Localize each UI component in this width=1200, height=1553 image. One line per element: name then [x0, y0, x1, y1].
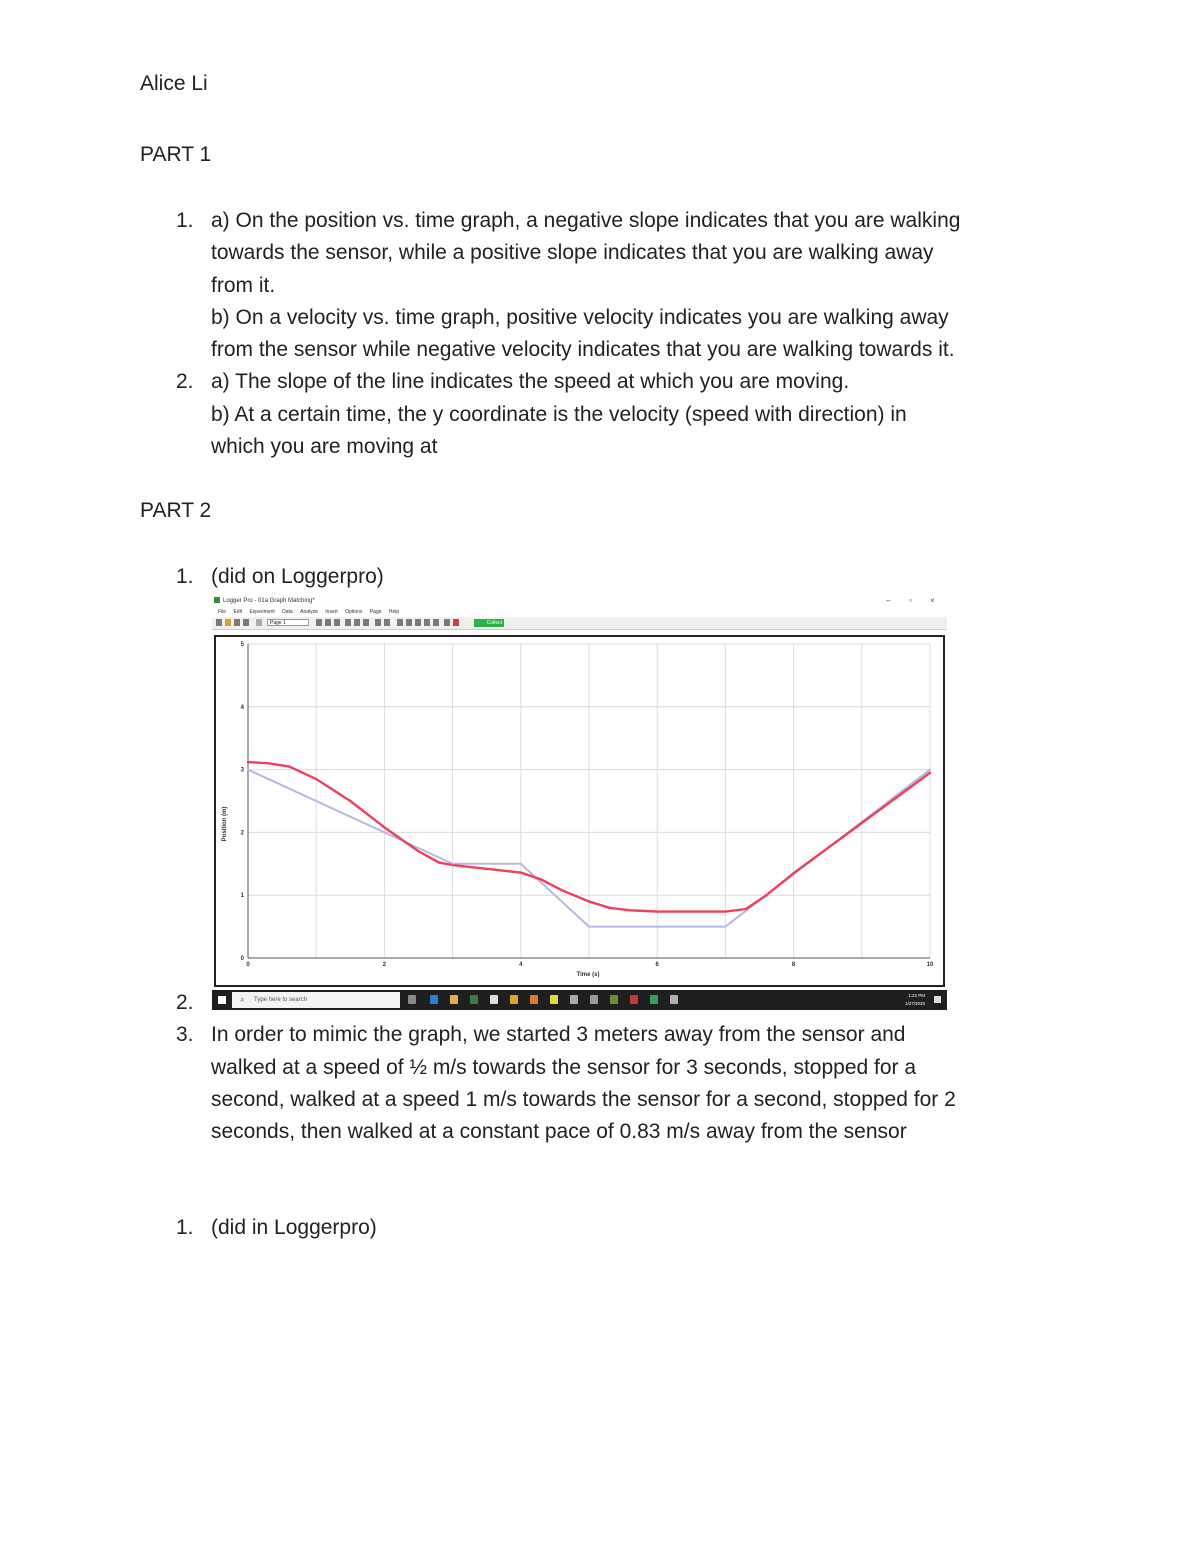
- measured-point: [349, 800, 351, 802]
- menu-options[interactable]: Options: [345, 609, 363, 615]
- measured-point: [656, 910, 658, 912]
- part2-heading: PART 2: [140, 499, 212, 522]
- graph-icon[interactable]: [325, 619, 331, 626]
- part3-list: [0, 1212, 1200, 1244]
- x-tick-label: 8: [791, 962, 796, 968]
- measured-point: [608, 907, 610, 909]
- menu-insert[interactable]: Insert: [325, 609, 338, 615]
- menu-help[interactable]: Help: [388, 609, 400, 615]
- zoom-in-icon[interactable]: [354, 619, 360, 626]
- x-tick-label: 10: [926, 962, 934, 968]
- maximize-icon[interactable]: ▫: [909, 596, 912, 605]
- menu-edit[interactable]: Edit: [233, 609, 243, 615]
- measured-point: [486, 868, 488, 870]
- target-point: [452, 863, 454, 865]
- x-tick-label: 0: [246, 962, 250, 968]
- list-number: 1.: [176, 209, 194, 232]
- list-item: [0, 561, 1071, 593]
- target-point: [724, 926, 726, 928]
- answer-line: a) On the position vs. time graph, a negative slope indicates that you are walking: [211, 209, 961, 232]
- list-number: 3.: [176, 1023, 194, 1047]
- list-number: 2.: [176, 370, 194, 394]
- part1-list: [0, 205, 1200, 463]
- target-point: [520, 863, 522, 865]
- model-icon[interactable]: [433, 619, 439, 626]
- minimize-icon[interactable]: –: [886, 596, 891, 605]
- measured-point: [267, 762, 269, 764]
- measured-point: [540, 878, 542, 880]
- toolbar: [212, 617, 947, 630]
- close-icon[interactable]: ×: [930, 596, 935, 605]
- measured-point: [315, 778, 317, 780]
- measured-point: [288, 765, 290, 767]
- menu-analyze[interactable]: Analyze: [300, 609, 318, 615]
- save-icon[interactable]: [234, 619, 240, 626]
- list-item: [0, 366, 1071, 463]
- open-folder-icon[interactable]: [225, 619, 231, 626]
- x-tick-label: 2: [382, 962, 387, 968]
- measured-point: [520, 871, 522, 873]
- list-number: 1.: [176, 1216, 194, 1239]
- answer-line: towards the sensor, while a positive slope indicates that you are walking away: [211, 241, 934, 265]
- measured-point: [690, 910, 692, 912]
- answer-line: seconds, then walked at a constant pace of 0.83 m/s away from the sensor: [211, 1120, 907, 1144]
- target-point: [588, 926, 590, 928]
- clock-date: 1/27/2020: [904, 1001, 925, 1006]
- answer-line: b) At a certain time, the y coordinate is the velocity (speed with direction) in: [211, 402, 907, 426]
- page-back-icon[interactable]: [256, 619, 262, 626]
- list-item: [0, 1212, 1071, 1244]
- measured-point: [861, 822, 863, 824]
- measured-point: [895, 797, 897, 799]
- measured-point: [827, 847, 829, 849]
- autoscale-icon[interactable]: [345, 619, 351, 626]
- x-tick-label: 4: [519, 962, 523, 968]
- new-file-icon[interactable]: [216, 619, 222, 626]
- measured-point: [247, 761, 249, 763]
- list-number: 2.: [176, 991, 194, 1014]
- menu-data[interactable]: Data: [282, 609, 293, 615]
- answer-line: second, walked at a speed 1 m/s towards the sensor for a second, stopped for 2: [211, 1087, 956, 1111]
- answer-line: In order to mimic the graph, we started 3 meters away from the sensor and: [211, 1023, 906, 1047]
- collect-button[interactable]: Collect: [474, 619, 504, 627]
- answer-line: walked at a speed of ½ m/s towards the sensor for 3 seconds, stopped for a: [211, 1055, 917, 1079]
- y-tick-label: 0: [240, 956, 244, 962]
- examine-icon[interactable]: [375, 619, 381, 626]
- y-tick-label: 1: [240, 893, 244, 900]
- answer-line: (did in Loggerpro): [211, 1216, 377, 1239]
- measured-point: [629, 909, 631, 911]
- meter-icon[interactable]: [334, 619, 340, 626]
- print-icon[interactable]: [243, 619, 249, 626]
- y-axis-label: Position (m): [222, 806, 228, 842]
- measured-point: [588, 900, 590, 902]
- text-annotation-icon[interactable]: [444, 619, 450, 626]
- x-tick-label: 6: [655, 962, 659, 968]
- y-tick-label: 2: [240, 830, 244, 837]
- page-selector[interactable]: Page 1: [267, 619, 309, 626]
- video-icon[interactable]: [453, 619, 459, 626]
- zoom-out-icon[interactable]: [363, 619, 369, 626]
- measured-point: [383, 826, 385, 828]
- list-item: [0, 987, 1071, 1019]
- list-item: [0, 1019, 1071, 1148]
- menu-page[interactable]: Page: [369, 609, 382, 615]
- answer-line: from it.: [211, 273, 276, 297]
- position-time-graph: [212, 630, 947, 990]
- measured-point: [417, 850, 419, 852]
- app-icon: [214, 597, 220, 603]
- menu-experiment[interactable]: Experiment: [249, 609, 275, 615]
- target-point: [929, 769, 931, 771]
- part2-list-continued: [0, 987, 1200, 1148]
- window-title: Logger Pro - 01a Graph Matching*: [223, 598, 315, 604]
- linear-fit-icon[interactable]: [415, 619, 421, 626]
- part2-item-1: [0, 561, 1200, 593]
- statistics-icon[interactable]: [406, 619, 412, 626]
- target-point: [247, 769, 249, 771]
- search-placeholder: Type here to search: [254, 997, 308, 1003]
- list-number: 1.: [176, 565, 194, 588]
- answer-line: (did on Loggerpro): [211, 565, 384, 588]
- y-tick-label: 4: [240, 704, 244, 711]
- answer-line: a) The slope of the line indicates the speed at which you are moving.: [211, 370, 850, 394]
- menu-bar: [212, 608, 947, 617]
- answer-line: from the sensor while negative velocity indicates that you are walking towards it.: [211, 338, 955, 362]
- measured-point: [745, 908, 747, 910]
- answer-line: [211, 987, 1071, 1019]
- measured-point: [561, 889, 563, 891]
- measured-point: [724, 910, 726, 912]
- answer-line: which you are moving at: [211, 435, 438, 459]
- menu-file[interactable]: File: [218, 609, 227, 615]
- tangent-icon[interactable]: [384, 619, 390, 626]
- curve-fit-icon[interactable]: [424, 619, 430, 626]
- measured-point: [792, 872, 794, 874]
- author-name: Alice Li: [140, 72, 208, 95]
- table-icon[interactable]: [316, 619, 322, 626]
- measured-point: [929, 772, 931, 774]
- y-tick-label: 3: [240, 767, 244, 774]
- window-titlebar: [212, 594, 947, 608]
- measured-point: [438, 861, 440, 863]
- answer-line: b) On a velocity vs. time graph, positive velocity indicates you are walking away: [211, 305, 949, 329]
- loggerpro-screenshot: [212, 594, 947, 1010]
- part1-heading: PART 1: [140, 143, 212, 166]
- search-icon: ⌕: [240, 995, 245, 1004]
- y-tick-label: 5: [240, 642, 244, 648]
- measured-point: [765, 894, 767, 896]
- x-axis-label: Time (s): [576, 972, 600, 978]
- integral-icon[interactable]: [397, 619, 403, 626]
- list-item: [0, 205, 1071, 366]
- clock-time: 1:22 PM: [908, 993, 925, 998]
